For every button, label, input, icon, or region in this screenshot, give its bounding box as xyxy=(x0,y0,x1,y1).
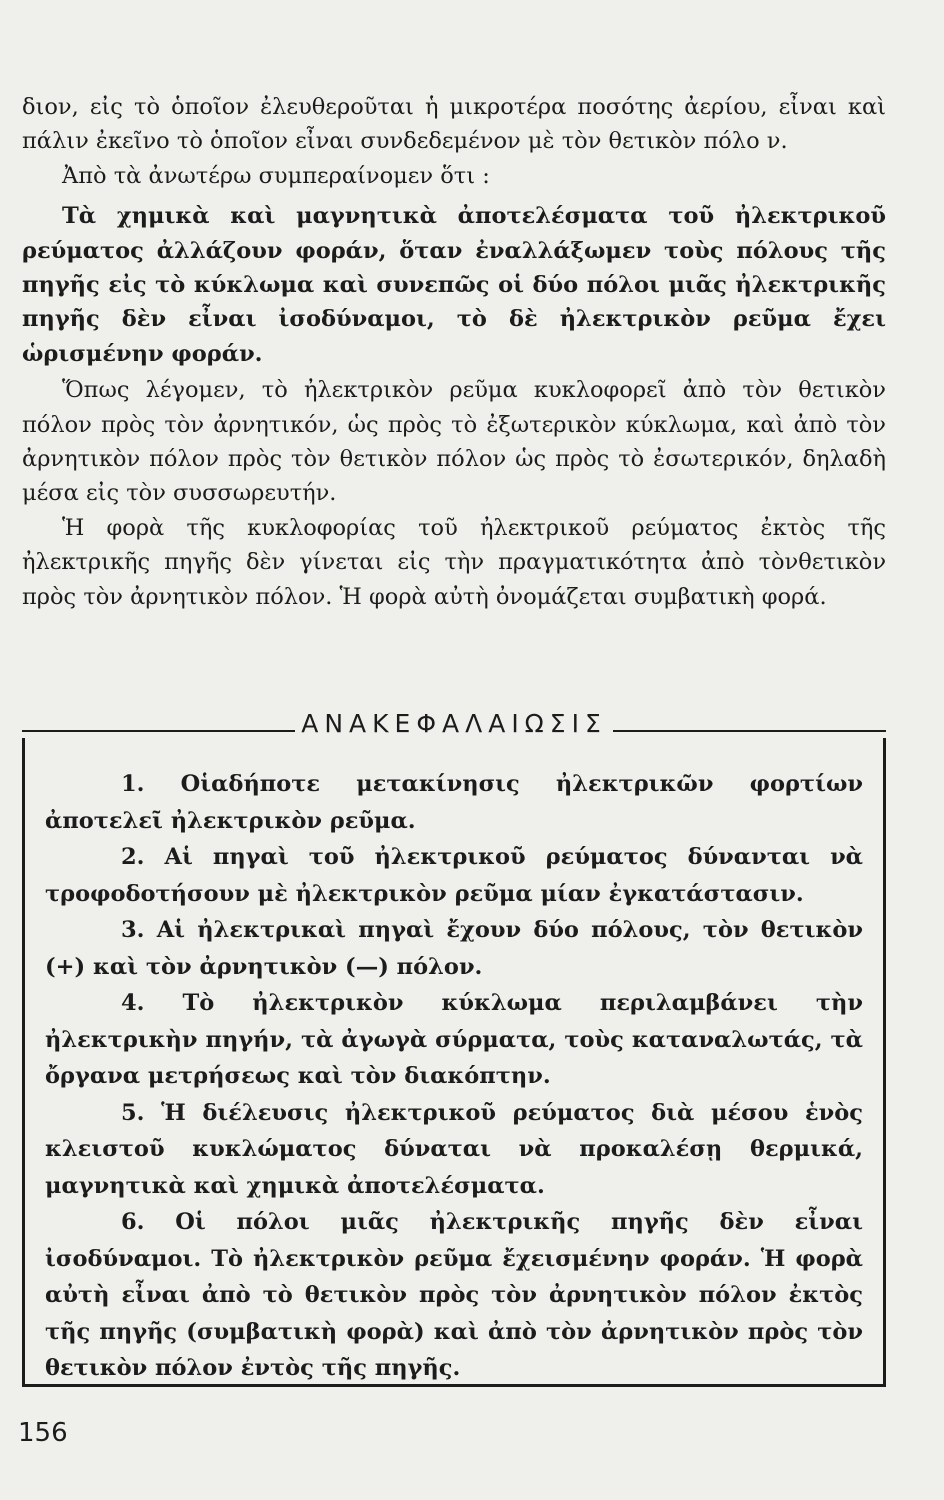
summary-rule-left xyxy=(22,730,295,732)
summary-item: 1. Οἱαδήποτε μετακίνησις ἠλεκτρικῶν φορτίων ἀποτελεῖ ἠλεκτρικὸν ρεῦμα. xyxy=(45,771,863,834)
summary-box xyxy=(22,738,886,1387)
summary-header xyxy=(22,706,886,740)
summary-item: 5. Ἡ διέλευσις ἠλεκτρικοῦ ρεύματος διὰ μέσου ἑνὸς κλειστοῦ κυκλώματος δύναται νὰ προκαλέσῃ θερμικά, μαγνητικὰ καὶ χημικὰ ἀποτελέσματα. xyxy=(45,1099,863,1199)
summary-rule-right xyxy=(613,730,886,732)
paragraph-conventional-direction: Ἡ φορὰ τῆς κυκλοφορίας τοῦ ἠλεκτρικοῦ ρεύματος ἐκτὸς τῆς ἠλεκτρικῆς πηγῆς δὲν γίνεται εἰς τὴν πραγματικότητα ἀπὸ τὸνθετικὸν πρὸς τὸν ἀρνητικὸν πόλον. Ἡ φορὰ αὐτὴ ὀνομάζεται συμβατικὴ φορά. xyxy=(22,514,886,610)
paragraph-continuation: διον, εἰς τὸ ὁποῖον ἐλευθεροῦται ἡ μικροτέρα ποσότης ἀερίου, εἶναι καὶ πάλιν ἐκεῖνο τὸ ὁποῖον εἶναι συνδεδεμένον μὲ τὸν θετικὸν πόλο ν. xyxy=(22,94,886,155)
paragraph-conclusion-bold: Τὰ χημικὰ καὶ μαγνητικὰ ἀποτελέσματα τοῦ ἠλεκτρικοῦ ρεύματος ἀλλάζουν φοράν, ὅταν ἐναλλάξωμεν τοὺς πόλους τῆς πηγῆς εἰς τὸ κύκλωμα καὶ συνεπῶς οἱ δύο πόλοι μιᾶς ἠλεκτρικῆς πηγῆς δὲν εἶναι ἰσοδύναμοι, τὸ δὲ ἠλεκτρικὸν ρεῦμα ἔχει ὡρισμένην φοράν. xyxy=(22,203,886,367)
paragraph-current-direction: Ὅπως λέγομεν, τὸ ἠλεκτρικὸν ρεῦμα κυκλοφορεῖ ἀπὸ τὸν θετικὸν πόλον πρὸς τὸν ἀρνητικόν, ὡς πρὸς τὸ ἐξωτερικὸν κύκλωμα, καὶ ἀπὸ τὸν ἀρνητικὸν πόλον πρὸς τὸν θετικὸν πόλον ὡς πρὸς τὸ ἐσωτερικόν, δηλαδὴ μέσα εἰς τὸν συσσωρευτήν. xyxy=(22,377,886,507)
paragraph-conclusion-intro: Ἀπὸ τὰ ἀνωτέρω συμπεραίνομεν ὅτι : xyxy=(62,162,490,189)
summary-item: 6. Οἱ πόλοι μιᾶς ἠλεκτρικῆς πηγῆς δὲν εἶναι ἰσοδύναμοι. Τὸ ἠλεκτρικὸν ρεῦμα ἔχεισμένην φοράν. Ἡ φορὰ αὐτὴ εἶναι ἀπὸ τὸ θετικὸν πρὸς τὸν ἀρνητικὸν πόλον ἐκτὸς τῆς πηγῆς (συμβατικὴ φορὰ) καὶ ἀπὸ τὸν ἀρνητικὸν πρὸς τὸν θετικὸν πόλον ἐντὸς τῆς πηγῆς. xyxy=(45,1209,863,1381)
summary-item: 4. Τὸ ἠλεκτρικὸν κύκλωμα περιλαμβάνει τὴν ἠλεκτρικὴν πηγήν, τὰ ἀγωγὰ σύρματα, τοὺς καταναλωτάς, τὰ ὄργανα μετρήσεως καὶ τὸν διακόπτην. xyxy=(45,990,863,1089)
page-number: 156 xyxy=(18,1418,68,1448)
summary-item: 2. Αἱ πηγαὶ τοῦ ἠλεκτρικοῦ ρεύματος δύνανται νὰ τροφοδοτήσουν μὲ ἠλεκτρικὸν ρεῦμα μίαν ἐγκατάστασιν. xyxy=(45,844,863,907)
summary-item: 3. Αἱ ἠλεκτρικαὶ πηγαὶ ἔχουν δύο πόλους, τὸν θετικὸν (+) καὶ τὸν ἀρνητικὸν (—) πόλον. xyxy=(45,917,863,980)
summary-title: ΑΝΑΚΕΦΑΛΑΙΩΣΙΣ xyxy=(301,708,607,738)
page-body xyxy=(22,90,886,614)
